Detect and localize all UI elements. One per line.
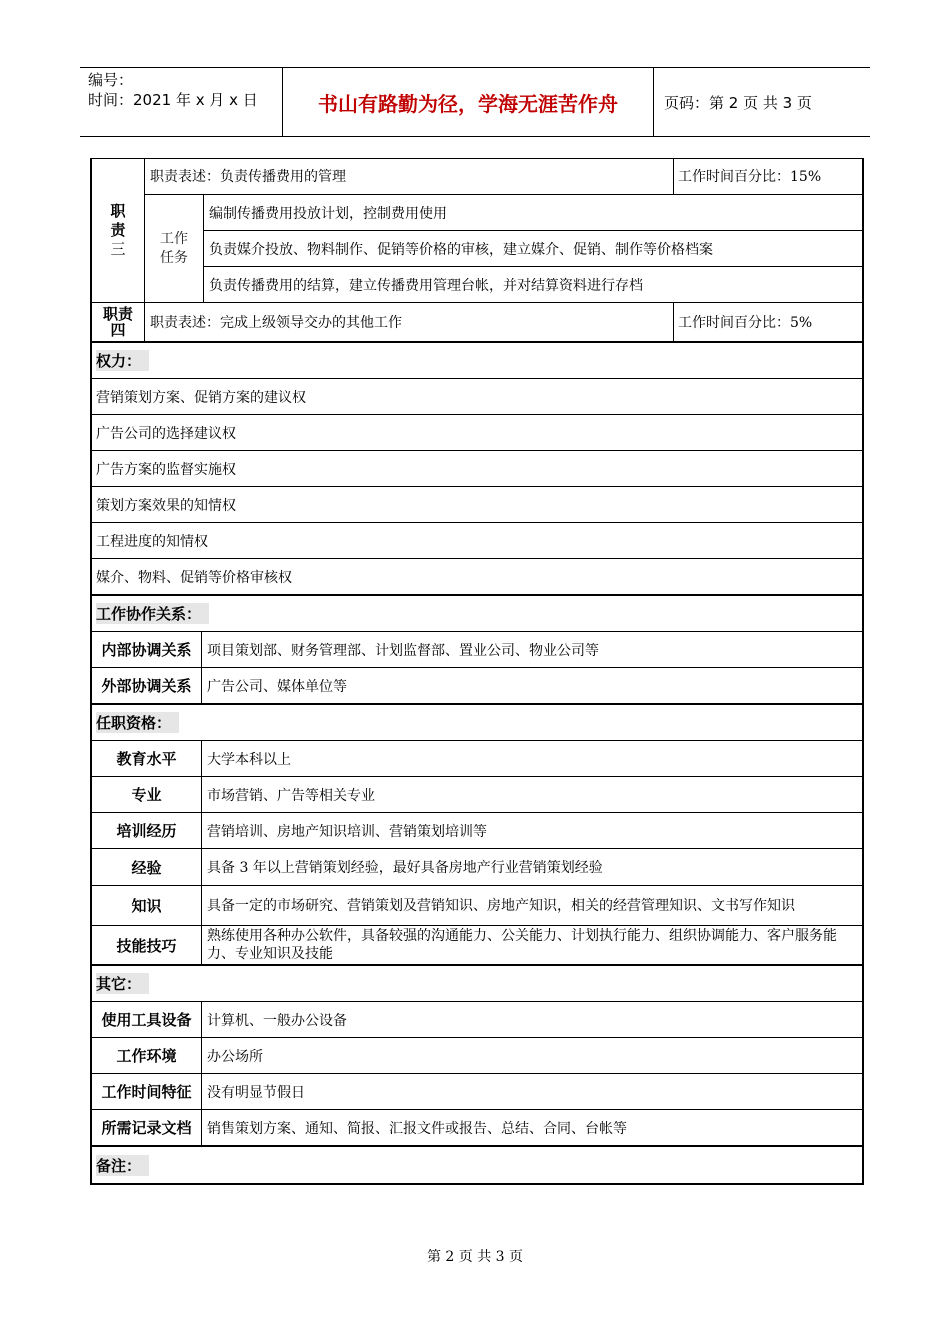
- row-label: 工作环境: [92, 1038, 202, 1073]
- section-other-header: [92, 966, 862, 1002]
- table-row: [92, 849, 862, 886]
- row-label: 教育水平: [92, 741, 202, 776]
- table-row: [92, 777, 862, 813]
- work-task-label-line: 工作: [160, 230, 188, 247]
- row-label: 培训经历: [92, 813, 202, 848]
- table-row: [92, 813, 862, 849]
- row-label: 使用工具设备: [92, 1002, 202, 1037]
- row-value: 市场营销、广告等相关专业: [207, 787, 375, 804]
- time-label: 时间：2021 年 x 月 x 日: [88, 91, 258, 109]
- power-item: 策划方案效果的知情权: [96, 497, 236, 514]
- row-label: 专业: [92, 777, 202, 812]
- duty-3-percent: 工作时间百分比：15%: [678, 169, 822, 185]
- document-header: [80, 67, 870, 137]
- duty-4-label-line: 四: [110, 321, 126, 339]
- task-item: 负责媒介投放、物料制作、促销等价格的审核，建立媒介、促销、制作等价格档案: [204, 231, 862, 267]
- job-description-table: [90, 158, 864, 1185]
- section-title: 任职资格：: [96, 712, 179, 733]
- table-row: [92, 1110, 862, 1147]
- row-label: 工作时间特征: [92, 1074, 202, 1109]
- row-label: 知识: [92, 886, 202, 925]
- header-meta: [80, 68, 283, 136]
- table-row: [92, 1074, 862, 1110]
- row-label: 技能技巧: [92, 926, 202, 964]
- duty-3-label-line: 责: [110, 220, 126, 239]
- section-remarks-header: [92, 1147, 862, 1183]
- task-item: 负责传播费用的结算，建立传播费用管理台帐，并对结算资料进行存档: [209, 277, 643, 294]
- row-value: 营销培训、房地产知识培训、营销策划培训等: [207, 823, 487, 840]
- row-label: 所需记录文档: [92, 1110, 202, 1145]
- section-qualifications-header: [92, 705, 862, 741]
- row-value: 没有明显节假日: [207, 1084, 305, 1101]
- motto: 书山有路勤为径，学海无涯苦作舟: [283, 68, 654, 136]
- row-value: 大学本科以上: [207, 751, 291, 768]
- row-value: 项目策划部、财务管理部、计划监督部、置业公司、物业公司等: [207, 642, 599, 659]
- duty-3-block: [92, 158, 862, 303]
- duty-4-description: 职责表述：完成上级领导交办的其他工作: [145, 303, 674, 341]
- duty-3-label: [92, 158, 145, 302]
- section-title: 权力：: [96, 350, 149, 371]
- work-task-label: [145, 195, 204, 302]
- row-value: 计算机、一般办公设备: [207, 1012, 347, 1029]
- task-item: 编制传播费用投放计划，控制费用使用: [204, 195, 862, 231]
- row-value: 办公场所: [207, 1048, 263, 1065]
- section-cooperation-header: [92, 596, 862, 632]
- power-item: 营销策划方案、促销方案的建议权: [96, 389, 306, 406]
- row-label: 经验: [92, 849, 202, 885]
- page-footer: 第 2 页 共 3 页: [426, 1249, 524, 1265]
- table-row: [92, 668, 862, 705]
- table-top-border: [90, 158, 864, 159]
- duty-4-block: [92, 303, 862, 343]
- row-value: 广告公司、媒体单位等: [207, 678, 347, 695]
- work-task-label-line: 任务: [160, 249, 188, 266]
- row-value: 熟练使用各种办公软件，具备较强的沟通能力、公关能力、计划执行能力、组织协调能力、客户服务能力、专业知识及技能: [207, 928, 837, 962]
- page-indicator: 页码：第 2 页 共 3 页: [664, 93, 812, 112]
- table-row: [92, 926, 862, 966]
- power-item: 广告公司的选择建议权: [96, 425, 236, 442]
- section-power-header: [92, 343, 862, 379]
- table-row: [92, 1038, 862, 1074]
- section-title: 工作协作关系：: [96, 603, 209, 624]
- row-label: 内部协调关系: [92, 632, 202, 667]
- row-value: 具备 3 年以上营销策划经验，最好具备房地产行业营销策划经验: [207, 860, 603, 876]
- section-title: 其它：: [96, 973, 149, 994]
- table-row: [92, 741, 862, 777]
- duty-3-description: 职责表述：负责传播费用的管理: [145, 158, 674, 194]
- row-value: 具备一定的市场研究、营销策划及营销知识、房地产知识，相关的经营管理知识、文书写作知识: [207, 897, 795, 914]
- section-title: 备注：: [96, 1155, 149, 1176]
- duty-3-label-line: 三: [110, 239, 126, 258]
- power-item: 媒介、物料、促销等价格审核权: [96, 569, 292, 586]
- duty-3-label-line: 职: [110, 201, 126, 220]
- duty-4-label-line: 职责: [102, 305, 133, 323]
- row-label: 外部协调关系: [92, 668, 202, 703]
- table-row: [92, 1002, 862, 1038]
- table-row: [92, 632, 862, 668]
- duty-4-percent: 工作时间百分比：5%: [678, 315, 813, 331]
- row-value: 销售策划方案、通知、简报、汇报文件或报告、总结、合同、台帐等: [207, 1120, 627, 1137]
- table-row: [92, 886, 862, 926]
- duty-4-label: [92, 303, 145, 341]
- number-label: 编号：: [88, 71, 134, 89]
- power-item: 工程进度的知情权: [96, 533, 208, 550]
- power-item: 广告方案的监督实施权: [96, 461, 236, 478]
